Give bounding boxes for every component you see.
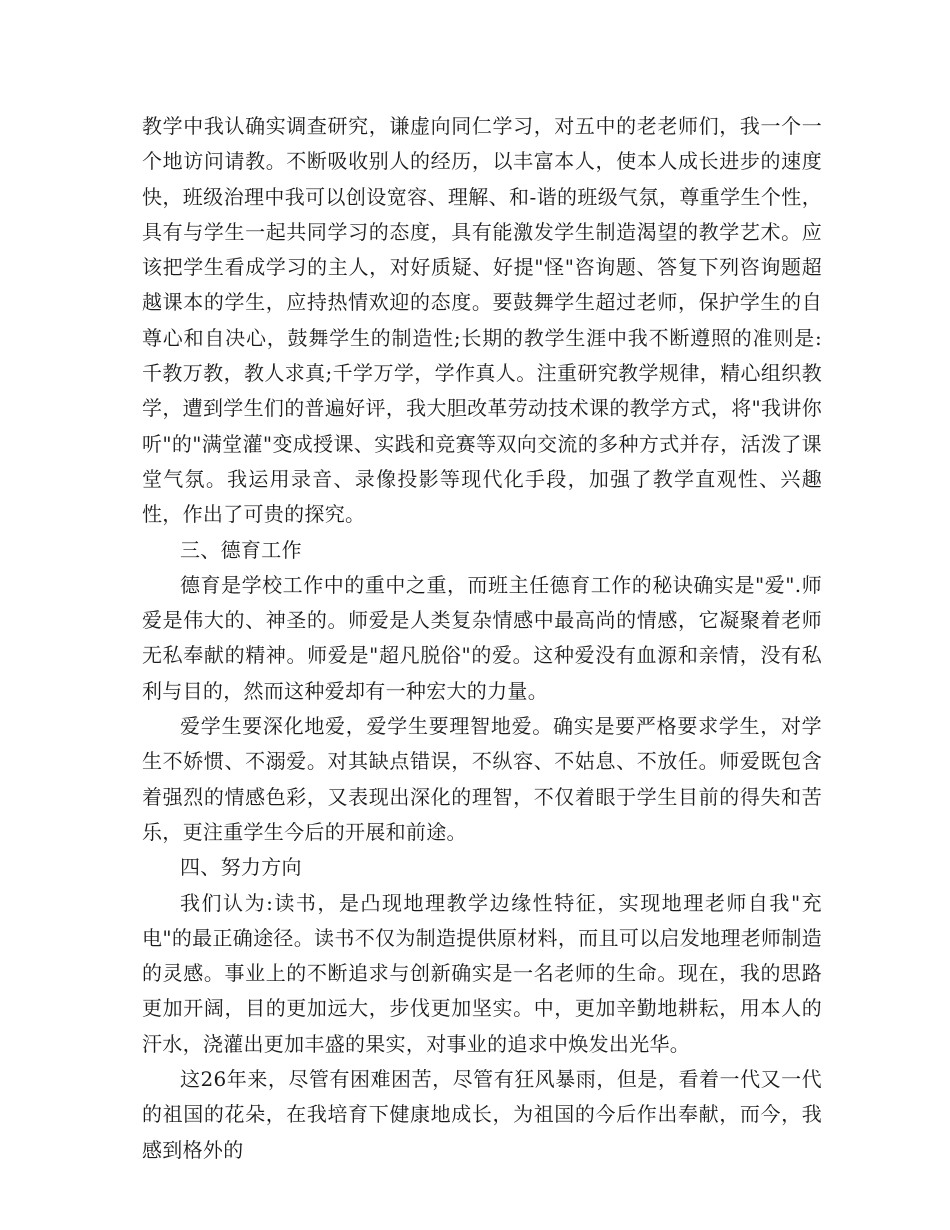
paragraph-reading: 我们认为:读书，是凸现地理教学边缘性特征，实现地理老师自我"充电"的最正确途径。读书不仅为制造提供原材料，而且可以启发地理老师制造的灵感。事业上的不断追求与创新确实是一名老师的生命。现在，我的思路更加开阔，目的更加远大，步伐更加坚实。中，更加辛勤地耕耘，用本人的汗水，浇灌出更加丰盛的果实，对事业的追求中焕发出光华。 [142, 890, 822, 1056]
paragraph-teacher-love: 德育是学校工作中的重中之重，而班主任德育工作的秘诀确实是"爱".师爱是伟大的、神圣的。师爱是人类复杂情感中最高尚的情感，它凝聚着老师无私奉献的精神。师爱是"超凡脱俗"的爱。这种爱没有血源和亲情，没有私利与目的，然而这种爱却有一种宏大的力量。 [142, 572, 822, 703]
paragraph-26-years: 这26年来，尽管有困难困苦，尽管有狂风暴雨，但是，看着一代又一代的祖国的花朵，在我培育下健康地成长，为祖国的今后作出奉献，而今，我感到格外的 [142, 1067, 822, 1162]
document-body [142, 109, 822, 1168]
paragraph-teaching-methods: 教学中我认确实调查研究，谦虚向同仁学习，对五中的老老师们，我一个一个地访问请教。不断吸收别人的经历，以丰富本人，使本人成长进步的速度快，班级治理中我可以创设宽容、理解、和-谐的班级气氛，尊重学生个性，具有与学生一起共同学习的态度，具有能激发学生制造渴望的教学艺术。应该把学生看成学习的主人，对好质疑、好提"怪"咨询题、答复下列咨询题超越课本的学生，应持热情欢迎的态度。要鼓舞学生超过老师，保护学生的自尊心和自决心，鼓舞学生的制造性;长期的教学生涯中我不断遵照的准则是:千教万教，教人求真;千学万学，学作真人。注重研究教学规律，精心组织教学，遭到学生们的普遍好评，我大胆改革劳动技术课的教学方式，将"我讲你听"的"满堂灌"变成授课、实践和竞赛等双向交流的多种方式并存，活泼了课堂气氛。我运用录音、录像投影等现代化手段，加强了教学直观性、兴趣性，作出了可贵的探究。 [142, 114, 822, 527]
paragraph-love-students: 爱学生要深化地爱，爱学生要理智地爱。确实是要严格要求学生，对学生不娇惯、不溺爱。对其缺点错误，不纵容、不姑息、不放任。师爱既包含着强烈的情感色彩，又表现出深化的理智，不仅着眼于学生目前的得失和苦乐，更注重学生今后的开展和前途。 [142, 714, 822, 844]
section-heading-moral-education: 三、德育工作 [180, 537, 302, 562]
section-heading-direction: 四、努力方向 [180, 855, 302, 880]
